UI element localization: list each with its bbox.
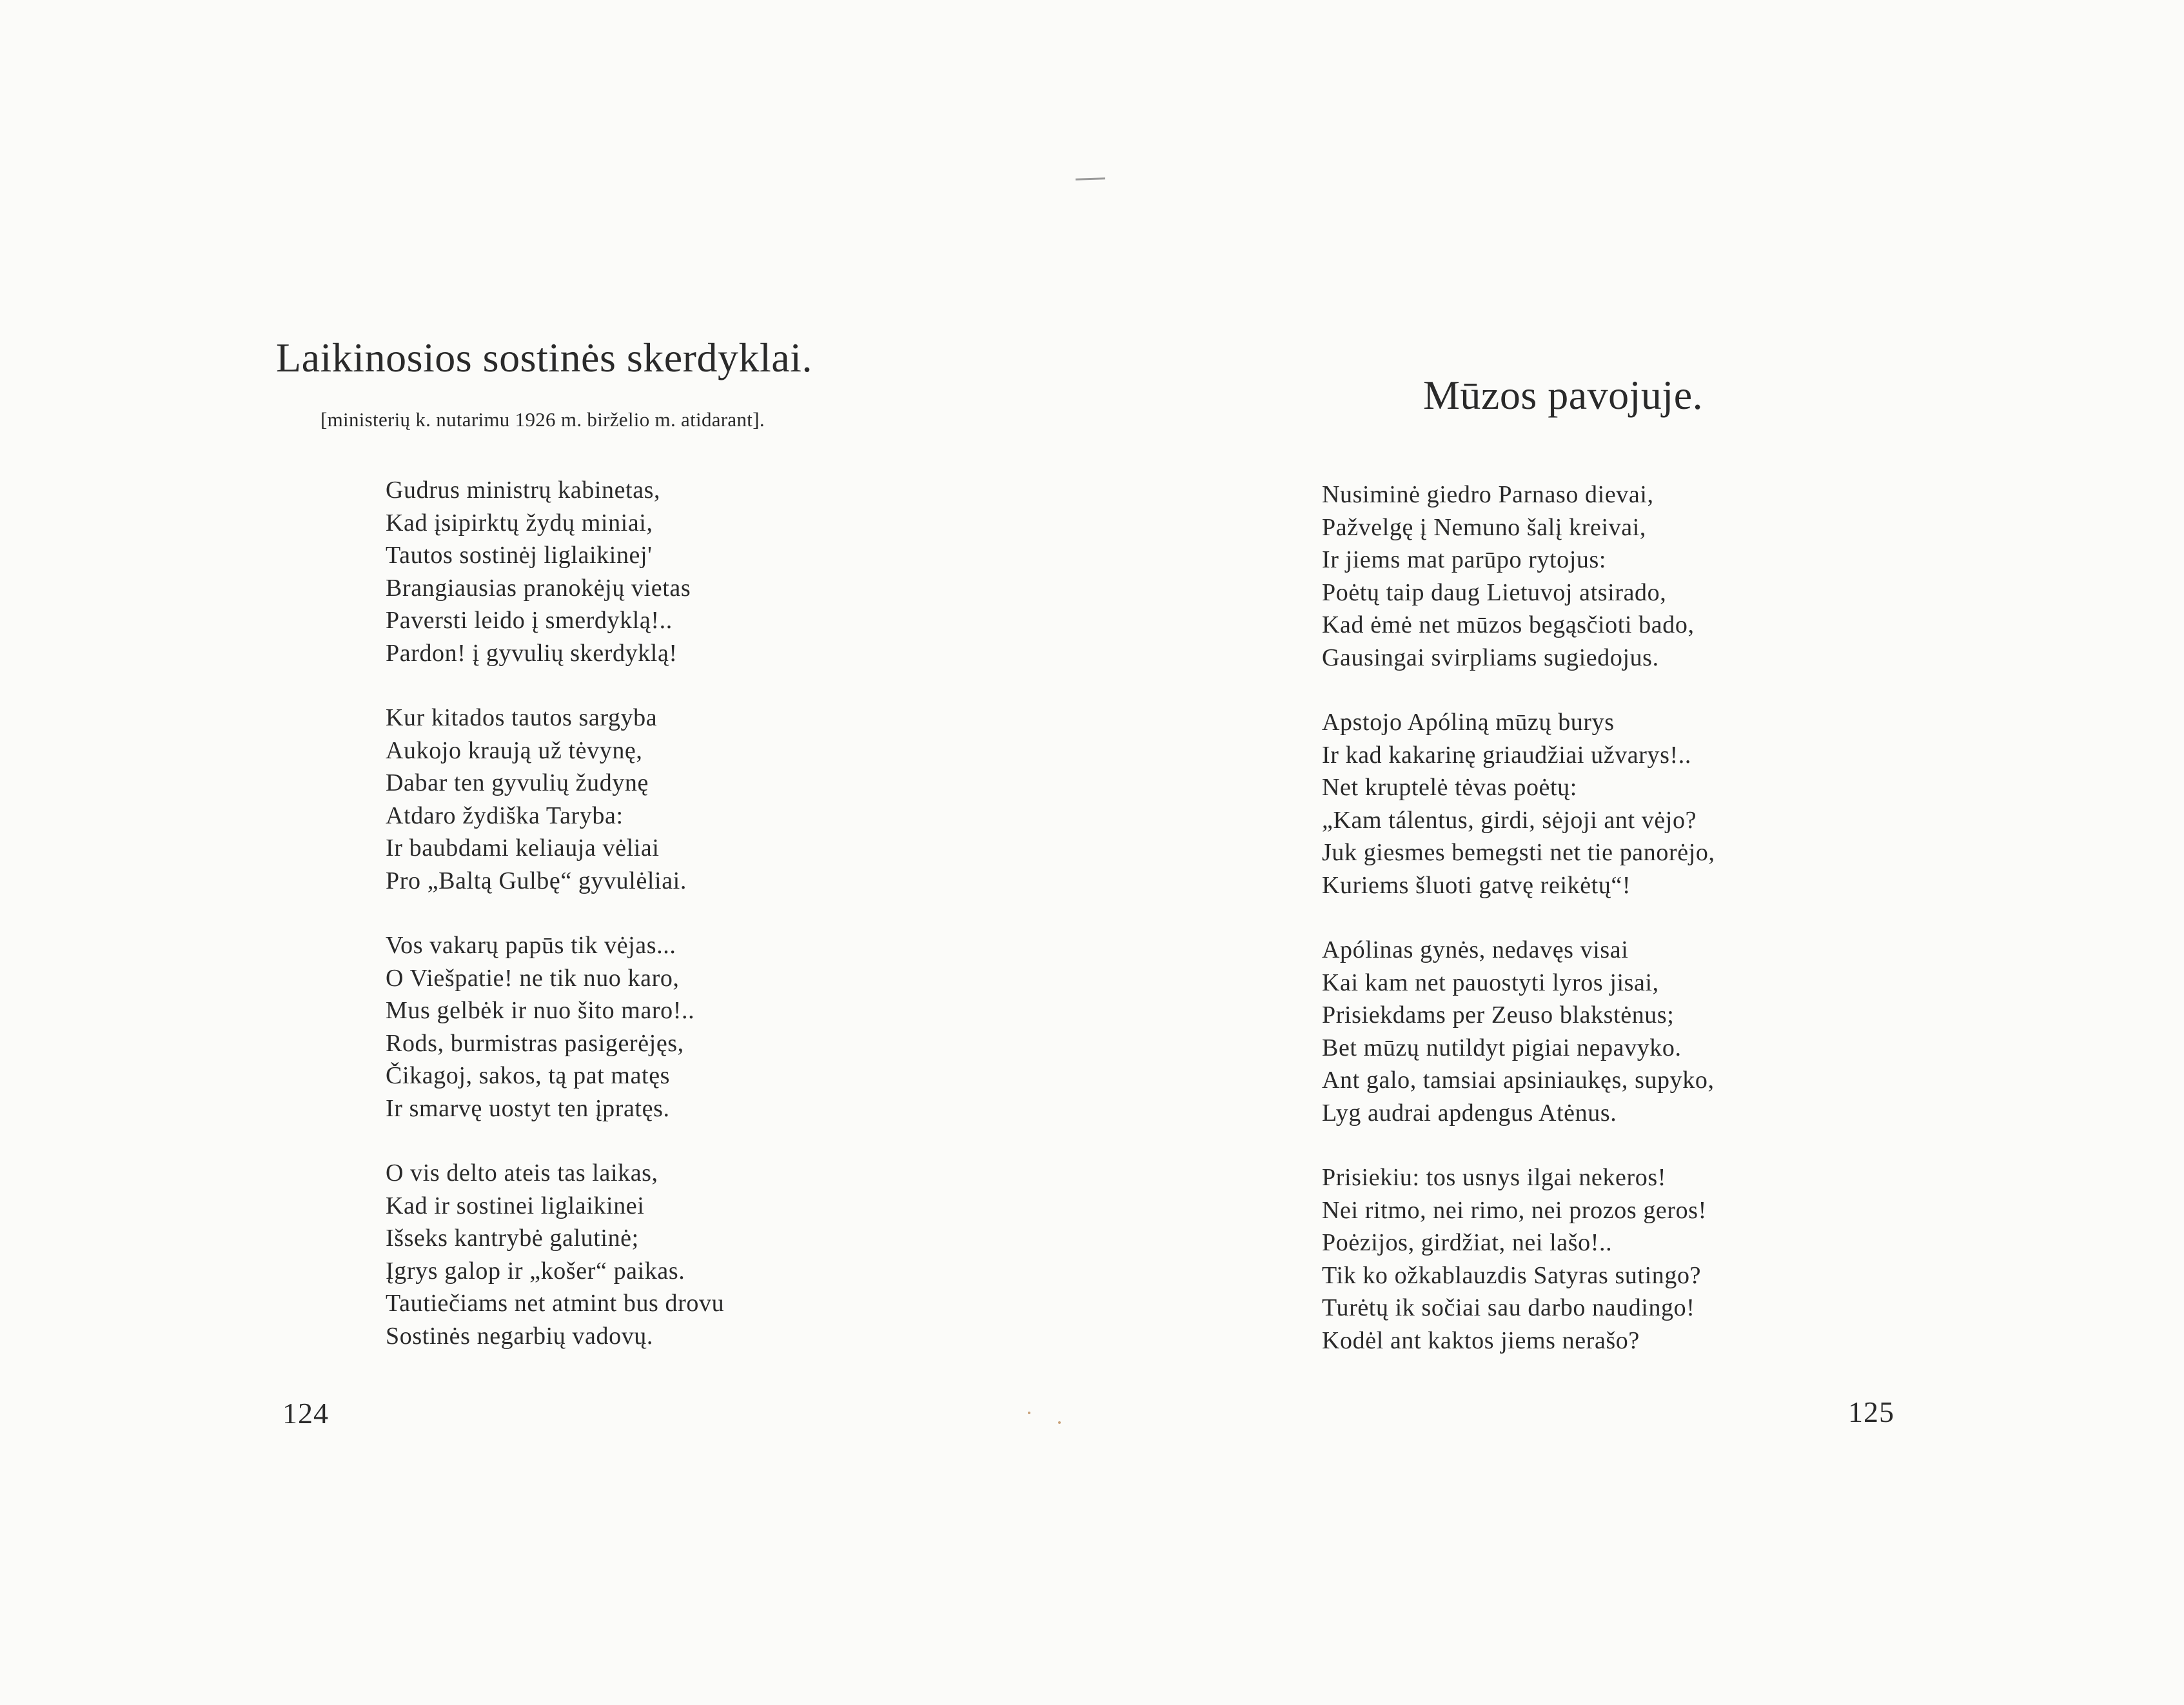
poem-line: Nusiminė giedro Parnaso dievai,	[1322, 481, 1654, 508]
poem-line: Ir baubdami keliauja vėliai	[386, 834, 660, 862]
poem-line: Brangiausias pranokėjų vietas	[386, 574, 691, 602]
poem-line: Ir jiems mat parūpo rytojus:	[1322, 546, 1607, 573]
stanza	[1322, 1161, 1715, 1357]
poem-line: Vos vakarų papūs tik vėjas...	[386, 932, 676, 959]
stanza	[1322, 706, 1715, 902]
poem-line: Pro „Baltą Gulbę“ gyvulėliai.	[386, 867, 687, 894]
poem-line: Gudrus ministrų kabinetas,	[386, 477, 661, 504]
poem-line: O Viešpatie! ne tik nuo karo,	[386, 964, 680, 992]
poem-line: Kad ir sostinei liglaikinei	[386, 1192, 645, 1219]
poem-line: Kad ėmė net mūzos begąsčioti bado,	[1322, 611, 1695, 638]
poem-line: Kodėl ant kaktos jiems nerašo?	[1322, 1326, 1640, 1354]
poem-line: Mus gelbėk ir nuo šito maro!..	[386, 997, 695, 1024]
poem-body	[386, 474, 724, 1385]
poem-title: Laikinosios sostinės skerdyklai.	[276, 335, 812, 380]
poem-line: „Kam tálentus, girdi, sėjoji ant vėjo?	[1322, 806, 1697, 834]
poem-line: Ant galo, tamsiai apsiniaukęs, supyko,	[1322, 1067, 1715, 1094]
stanza	[1322, 478, 1715, 674]
poem-line: Paversti leido į smerdyklą!..	[386, 607, 673, 634]
poem-line: Kur kitados tautos sargyba	[386, 704, 658, 731]
stanza	[386, 474, 724, 669]
poem-line: Tautiečiams net atmint bus drovu	[386, 1290, 725, 1317]
poem-line: Bet mūzų nutildyt pigiai nepavyko.	[1322, 1034, 1682, 1061]
poem-line: Prisiekdams per Zeuso blakstėnus;	[1322, 1001, 1675, 1029]
poem-line: Sostinės negarbių vadovų.	[386, 1322, 654, 1350]
poem-line: Kad įsipirktų žydų miniai,	[386, 509, 653, 537]
poem-line: Aukojo kraują už tėvynę,	[386, 736, 643, 764]
poem-line: Gausingai svirpliams sugiedojus.	[1322, 644, 1659, 671]
poem-line: O vis delto ateis tas laikas,	[386, 1159, 658, 1187]
poem-line: Turėtų ik sočiai sau darbo naudingo!	[1322, 1294, 1695, 1321]
stanza	[386, 929, 724, 1125]
poem-subtitle: [ministerių k. nutarimu 1926 m. birželio m. atidarant].	[320, 408, 765, 431]
poem-line: Rods, burmistras pasigerėjęs,	[386, 1029, 684, 1057]
poem-line: Prisiekiu: tos usnys ilgai nekeros!	[1322, 1164, 1666, 1191]
poem-line: Poėzijos, girdžiat, nei lašo!..	[1322, 1229, 1613, 1256]
poem-line: Kai kam net pauostyti lyros jisai,	[1322, 969, 1659, 996]
poem-line: Nei ritmo, nei rimo, nei prozos geros!	[1322, 1196, 1707, 1224]
poem-line: Pardon! į gyvulių skerdyklą!	[386, 639, 678, 667]
poem-line: Pažvelgę į Nemuno šalį kreivai,	[1322, 513, 1646, 541]
poem-line: Atdaro žydiška Taryba:	[386, 802, 624, 829]
poem-line: Čikagoj, sakos, tą pat matęs	[386, 1062, 671, 1089]
poem-line: Ir kad kakarinę griaudžiai užvarys!..	[1322, 741, 1691, 769]
poem-line: Įgrys galop ir „košer“ paikas.	[386, 1257, 685, 1285]
poem-line: Juk giesmes bemegsti net tie panorėjo,	[1322, 839, 1715, 866]
poem-line: Apólinas gynės, nedavęs visai	[1322, 936, 1629, 963]
stanza	[386, 1157, 724, 1352]
poem-line: Ir smarvę uostyt ten įpratęs.	[386, 1094, 670, 1122]
page-number: 125	[1848, 1395, 1894, 1428]
poem-body	[1322, 478, 1715, 1389]
poem-line: Tautos sostinėj liglaikinej'	[386, 542, 653, 569]
poem-title: Mūzos pavojuje.	[1423, 372, 1704, 418]
page-number: 124	[282, 1397, 329, 1430]
stanza	[1322, 934, 1715, 1129]
poem-line: Kuriems šluoti gatvę reikėtų“!	[1322, 871, 1631, 899]
poem-line: Tik ko ožkablauzdis Satyras sutingo?	[1322, 1261, 1702, 1289]
poem-line: Dabar ten gyvulių žudynę	[386, 769, 649, 796]
poem-line: Poėtų taip daug Lietuvoj atsirado,	[1322, 578, 1667, 606]
poem-line: Apstojo Apóliną mūzų burys	[1322, 709, 1615, 736]
poem-line: Lyg audrai apdengus Atėnus.	[1322, 1099, 1617, 1127]
stanza	[386, 702, 724, 897]
right-page	[1092, 0, 2184, 1705]
poem-line: Išseks kantrybė galutinė;	[386, 1225, 639, 1252]
poem-line: Net kruptelė tėvas poėtų:	[1322, 774, 1577, 801]
